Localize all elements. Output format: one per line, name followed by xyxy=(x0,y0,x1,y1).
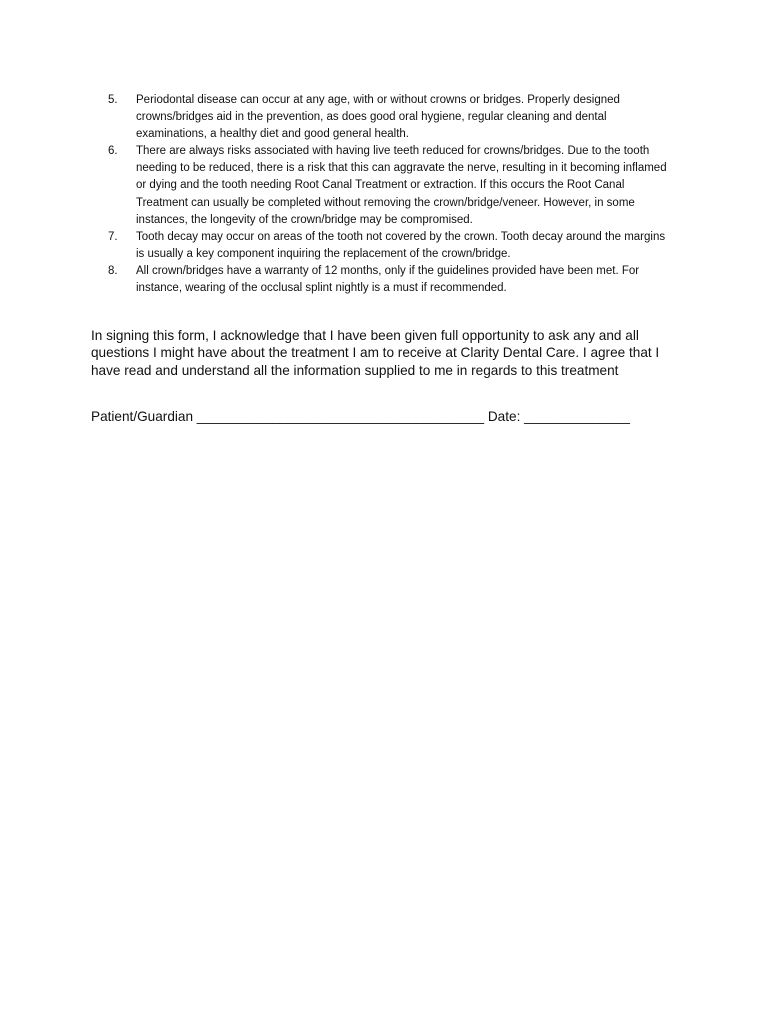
list-item-number: 8. xyxy=(108,264,118,277)
list-item xyxy=(108,92,670,143)
acknowledgement-paragraph: In signing this form, I acknowledge that I have been given full opportunity to ask any and all questions I might have about the treatment I am to receive at Clarity Dental Care. I agree that I have read and understand all the information supplied to me in regards to this treatment xyxy=(91,328,660,378)
list-item-text: All crown/bridges have a warranty of 12 months, only if the guidelines provided have been met. For instance, wearing of the occlusal splint nightly is a must if recommended. xyxy=(136,264,640,295)
list-item-text: Periodontal disease can occur at any age, with or without crowns or bridges. Properly designed crowns/bridges aid in the prevention, as does good oral hygiene, regular cleaning and dental examinations, a healthy diet and good general health. xyxy=(136,94,620,141)
list-item xyxy=(108,143,670,228)
risk-list xyxy=(108,92,670,297)
list-item-number: 7. xyxy=(108,230,118,243)
list-item-number: 5. xyxy=(108,94,118,106)
list-item-text: There are always risks associated with having live teeth reduced for crowns/bridges. Due to the tooth needing to be reduced, there is a risk that this can aggravate the nerve, resulting in it becoming inflamed or dying and the tooth needing Root Canal Treatment or extraction. If this occurs the Root Canal Treatment can usually be completed without removing the crown/bridge/veneer. However, in some instances, the longevity of the crown/bridge may be compromised. xyxy=(136,145,667,226)
list-item-number: 6. xyxy=(108,145,118,158)
list-item xyxy=(108,229,670,263)
signature-line[interactable]: Patient/Guardian ______________________________________ Date: ______________ xyxy=(91,409,630,424)
list-item-text: Tooth decay may occur on areas of the tooth not covered by the crown. Tooth decay around the margins is usually a key component inquiring the replacement of the crown/bridge. xyxy=(136,230,666,260)
list-item xyxy=(108,263,670,297)
